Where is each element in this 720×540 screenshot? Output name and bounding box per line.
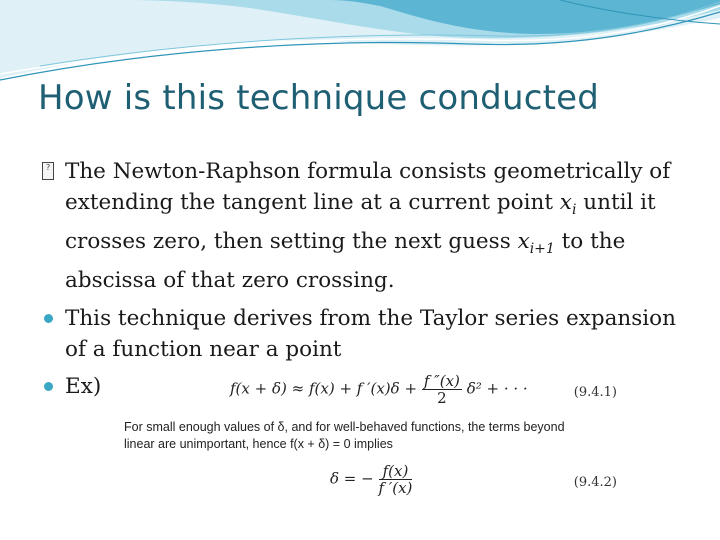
bullet-item	[44, 303, 684, 365]
bullet-dot-icon	[44, 382, 53, 391]
fraction: $\frac{f ''(x)}{2}$	[423, 372, 460, 407]
fraction: $\frac{f(x)}{f '(x)}$	[378, 462, 413, 497]
variable-x-i-plus-1: $x_{i+1}$	[517, 229, 555, 257]
equation-prose	[124, 419, 624, 453]
prose-line: linear are unimportant, hence f(x + δ) = 0 implies	[124, 437, 393, 451]
bullet-item	[44, 156, 684, 296]
bullet-text: to the abscissa of that zero crossing.	[65, 229, 626, 293]
bullet-text: This technique derives from the Taylor series expansion of a function near a point	[65, 306, 676, 362]
equation-number: (9.4.2)	[573, 475, 617, 490]
bullet-text: The Newton-Raphson formula consists geometrically of extending the tangent line at a current point	[65, 159, 671, 215]
bullet-text: until it crosses zero, then setting the next guess	[65, 190, 656, 254]
equation-9-4-2: δ = − $\frac{f(x)}{f '(x)}$	[330, 462, 413, 497]
prose-line: For small enough values of δ, and for well-behaved functions, the terms beyond	[124, 420, 565, 434]
equation-9-4-1: f(x + δ) ≈ f(x) + f ′(x)δ + $\frac{f ''(x)}{2}$ δ² + · · ·	[230, 372, 528, 407]
slide-title: How is this technique conducted	[38, 78, 600, 118]
equation-number: (9.4.1)	[573, 385, 617, 400]
bullet-dot-icon	[44, 314, 53, 323]
equation-image	[112, 365, 645, 520]
variable-x-i: $x_i$	[559, 190, 577, 218]
missing-glyph-icon: ?	[42, 162, 54, 180]
bullet-text: Ex)	[65, 374, 102, 399]
